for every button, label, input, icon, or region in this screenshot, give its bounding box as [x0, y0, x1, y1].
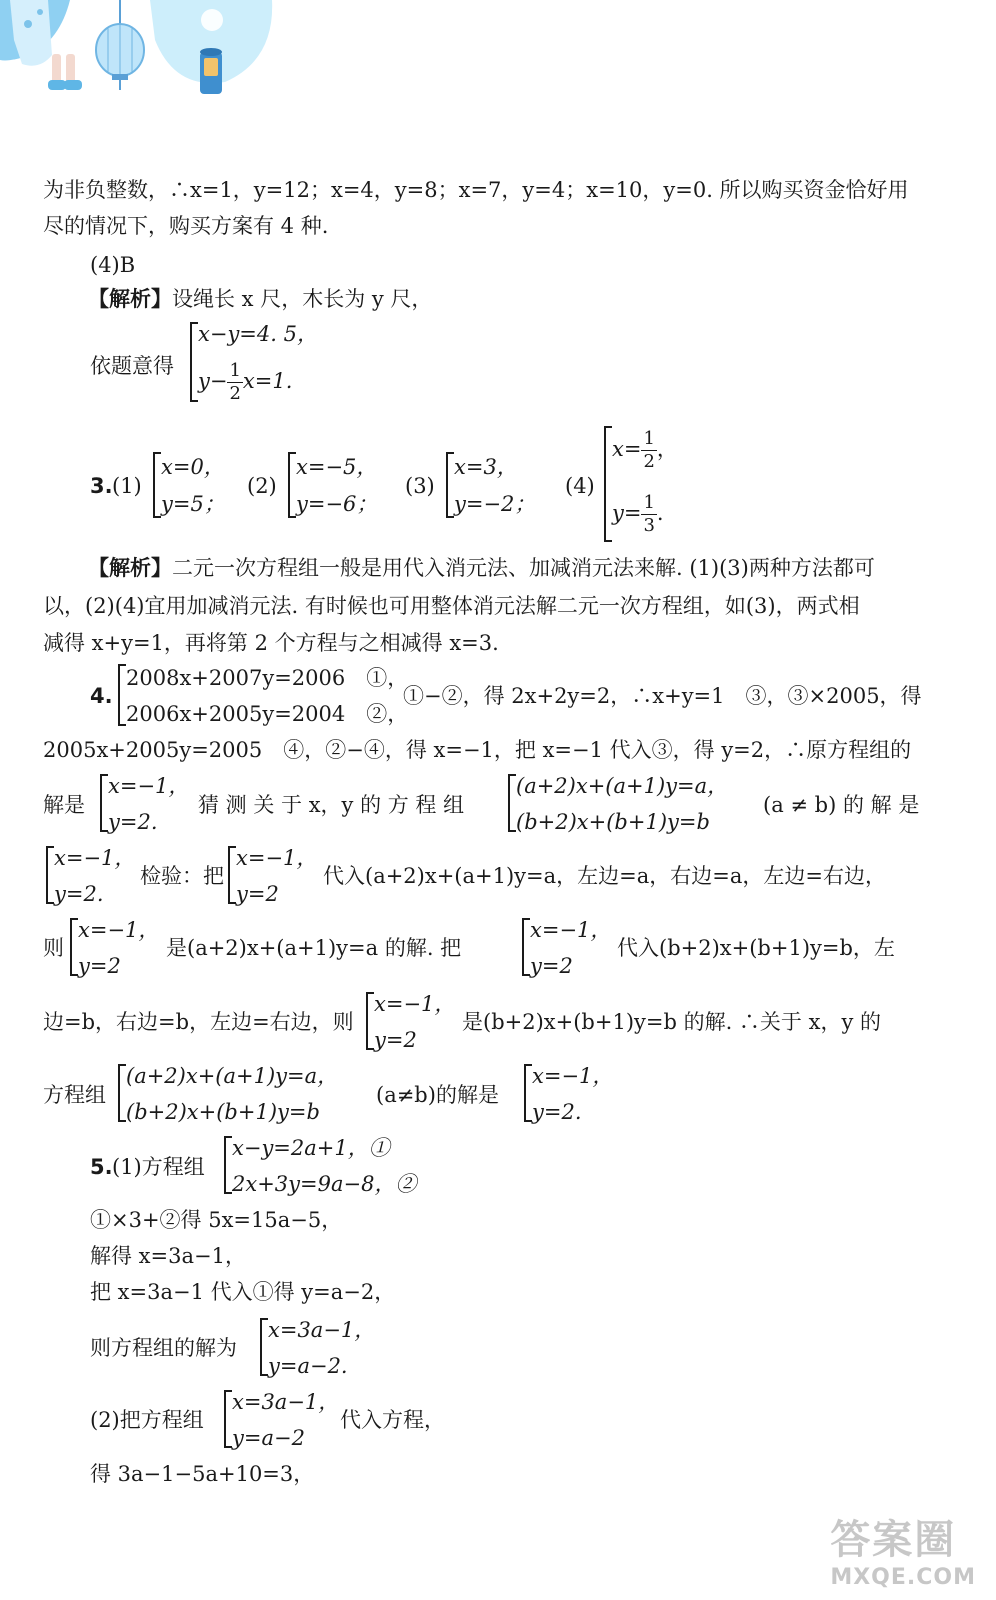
part-label: (4)	[565, 474, 595, 498]
equation: y=2	[530, 954, 573, 978]
step: (2)把方程组	[90, 1408, 204, 1432]
explanation-3: 减得 x+y=1，再将第 2 个方程与之相减得 x=3.	[43, 631, 499, 655]
equation: x−y=2a+1，①	[232, 1136, 390, 1160]
step: 解得 x=3a−1，	[90, 1244, 246, 1268]
brace	[260, 1318, 262, 1376]
text: 猜 测 关 于 x，y 的 方 程 组	[198, 793, 465, 817]
text: 方程组	[43, 1083, 106, 1107]
brace	[46, 846, 48, 904]
equation: y=2	[236, 882, 279, 906]
equation: y=2.	[54, 882, 104, 906]
header-illustration	[0, 0, 300, 120]
equation: (b+2)x+(b+1)y=b	[516, 810, 710, 834]
question-number: 4.	[90, 684, 113, 708]
part-label: (3)	[405, 474, 435, 498]
step: 得 3a−1−5a+10=3，	[90, 1462, 315, 1486]
fraction: $\frac{1}{3}$	[643, 492, 655, 536]
text: 是(b+2)x+(b+1)y=b 的解. ∴关于 x，y 的	[462, 1010, 881, 1034]
question-number: 3.	[90, 474, 113, 498]
text: 2005x+2005y=2005 ④，②−④，得 x=−1，把 x=−1 代入③，得 y=2，∴原方程组的	[43, 738, 912, 762]
equation: x−y=4. 5，	[198, 322, 318, 346]
part-label: (1)	[112, 474, 142, 498]
equation: y=2	[78, 954, 121, 978]
brace	[70, 918, 72, 976]
equation: y− $\frac{1}{2}$ x=1.	[198, 360, 293, 404]
equation: x=−1，	[530, 918, 612, 942]
equation: (a+2)x+(a+1)y=a，	[126, 1064, 339, 1088]
brace	[522, 918, 524, 976]
step: ①×3+②得 5x=15a−5，	[90, 1208, 343, 1232]
equation: x=−1，	[108, 774, 190, 798]
equation: x=−1，	[532, 1064, 614, 1088]
equation: x=3，	[454, 455, 518, 479]
equation: y=a−2.	[268, 1354, 348, 1378]
analysis-line	[88, 289, 432, 310]
system-intro: 依题意得	[90, 354, 174, 378]
equation: x=0，	[161, 455, 225, 479]
equation: y=5；	[161, 492, 225, 516]
equation: x=3a−1，	[232, 1390, 340, 1414]
brace	[366, 992, 368, 1050]
text: 解是	[43, 793, 85, 817]
brace	[224, 1136, 226, 1194]
step: 把 x=3a−1 代入①得 y=a−2，	[90, 1280, 396, 1304]
text: 代入(a+2)x+(a+1)y=a，左边=a，右边=a，左边=右边，	[323, 864, 886, 888]
equation: y=−2；	[454, 492, 536, 516]
line-1: 为非负整数，∴x=1，y=12；x=4，y=8；x=7，y=4；x=10，y=0. 所以购买资金恰好用	[43, 178, 909, 202]
brace	[118, 1064, 120, 1122]
text: 则	[43, 936, 64, 960]
equation: x= $\frac{1}{2}$ ，	[612, 428, 678, 472]
equation: 2008x+2007y=2006 ①，	[126, 666, 409, 690]
equation: x=−1，	[54, 846, 136, 870]
brace	[190, 322, 192, 402]
explanation-2: 以，(2)(4)宜用加减消元法. 有时候也可用整体消元法解二元一次方程组，如(3)，两式相	[43, 594, 860, 618]
brace	[524, 1064, 526, 1122]
brace	[224, 1390, 226, 1448]
watermark-logo: 答案圈 MXQE.COM	[830, 1517, 976, 1590]
equation: 2x+3y=9a−8，②	[232, 1172, 417, 1196]
equation: x=−5，	[296, 455, 378, 479]
fraction: $\frac{1}{2}$	[643, 428, 655, 472]
equation: x=3a−1，	[268, 1318, 376, 1342]
equation: y=2.	[532, 1100, 582, 1124]
text: 代入方程，	[340, 1408, 445, 1432]
brace	[446, 452, 448, 518]
analysis-text: 设绳长 x 尺，木长为 y 尺，	[172, 287, 433, 311]
equation: y=−6；	[296, 492, 378, 516]
answer-4: (4)B	[90, 253, 136, 277]
brace	[153, 452, 155, 518]
text: (a ≠ b) 的 解 是	[763, 793, 920, 817]
equation: x=−1，	[374, 992, 456, 1016]
text: 是(a+2)x+(a+1)y=a 的解. 把	[166, 936, 462, 960]
equation: 2006x+2005y=2004 ②，	[126, 702, 409, 726]
brace	[100, 774, 102, 832]
question-number: 5.	[90, 1155, 113, 1179]
step: 则方程组的解为	[90, 1336, 237, 1360]
equation: (b+2)x+(b+1)y=b	[126, 1100, 320, 1124]
analysis-tag: 【解析】	[88, 556, 172, 580]
text: (a≠b)的解是	[376, 1083, 499, 1107]
brace	[508, 774, 510, 832]
text: 边=b，右边=b，左边=右边，则	[43, 1010, 354, 1034]
equation: y= $\frac{1}{3}$ .	[612, 492, 664, 536]
equation: x=−1，	[78, 918, 160, 942]
line-2: 尽的情况下，购买方案有 4 种.	[43, 214, 329, 238]
equation: y=2	[374, 1028, 417, 1052]
brace	[288, 452, 290, 518]
equation: y=2.	[108, 810, 158, 834]
brace	[118, 664, 120, 726]
text: 代入(b+2)x+(b+1)y=b，左	[617, 936, 895, 960]
explanation-1: 【解析】二元一次方程组一般是用代入消元法、加减消元法来解. (1)(3)两种方法都可	[88, 556, 875, 580]
fraction: $\frac{1}{2}$	[229, 360, 241, 404]
analysis-tag: 【解析】	[88, 287, 172, 311]
part-label: (2)	[247, 474, 277, 498]
equation: x=−1，	[236, 846, 318, 870]
text: (1)方程组	[112, 1155, 205, 1179]
text: 检验：把	[140, 864, 224, 888]
equation: y=a−2	[232, 1426, 305, 1450]
brace	[604, 426, 606, 542]
equation: (a+2)x+(a+1)y=a，	[516, 774, 729, 798]
brace	[228, 846, 230, 904]
text: ①−②，得 2x+2y=2，∴x+y=1 ③，③×2005，得	[403, 684, 922, 708]
